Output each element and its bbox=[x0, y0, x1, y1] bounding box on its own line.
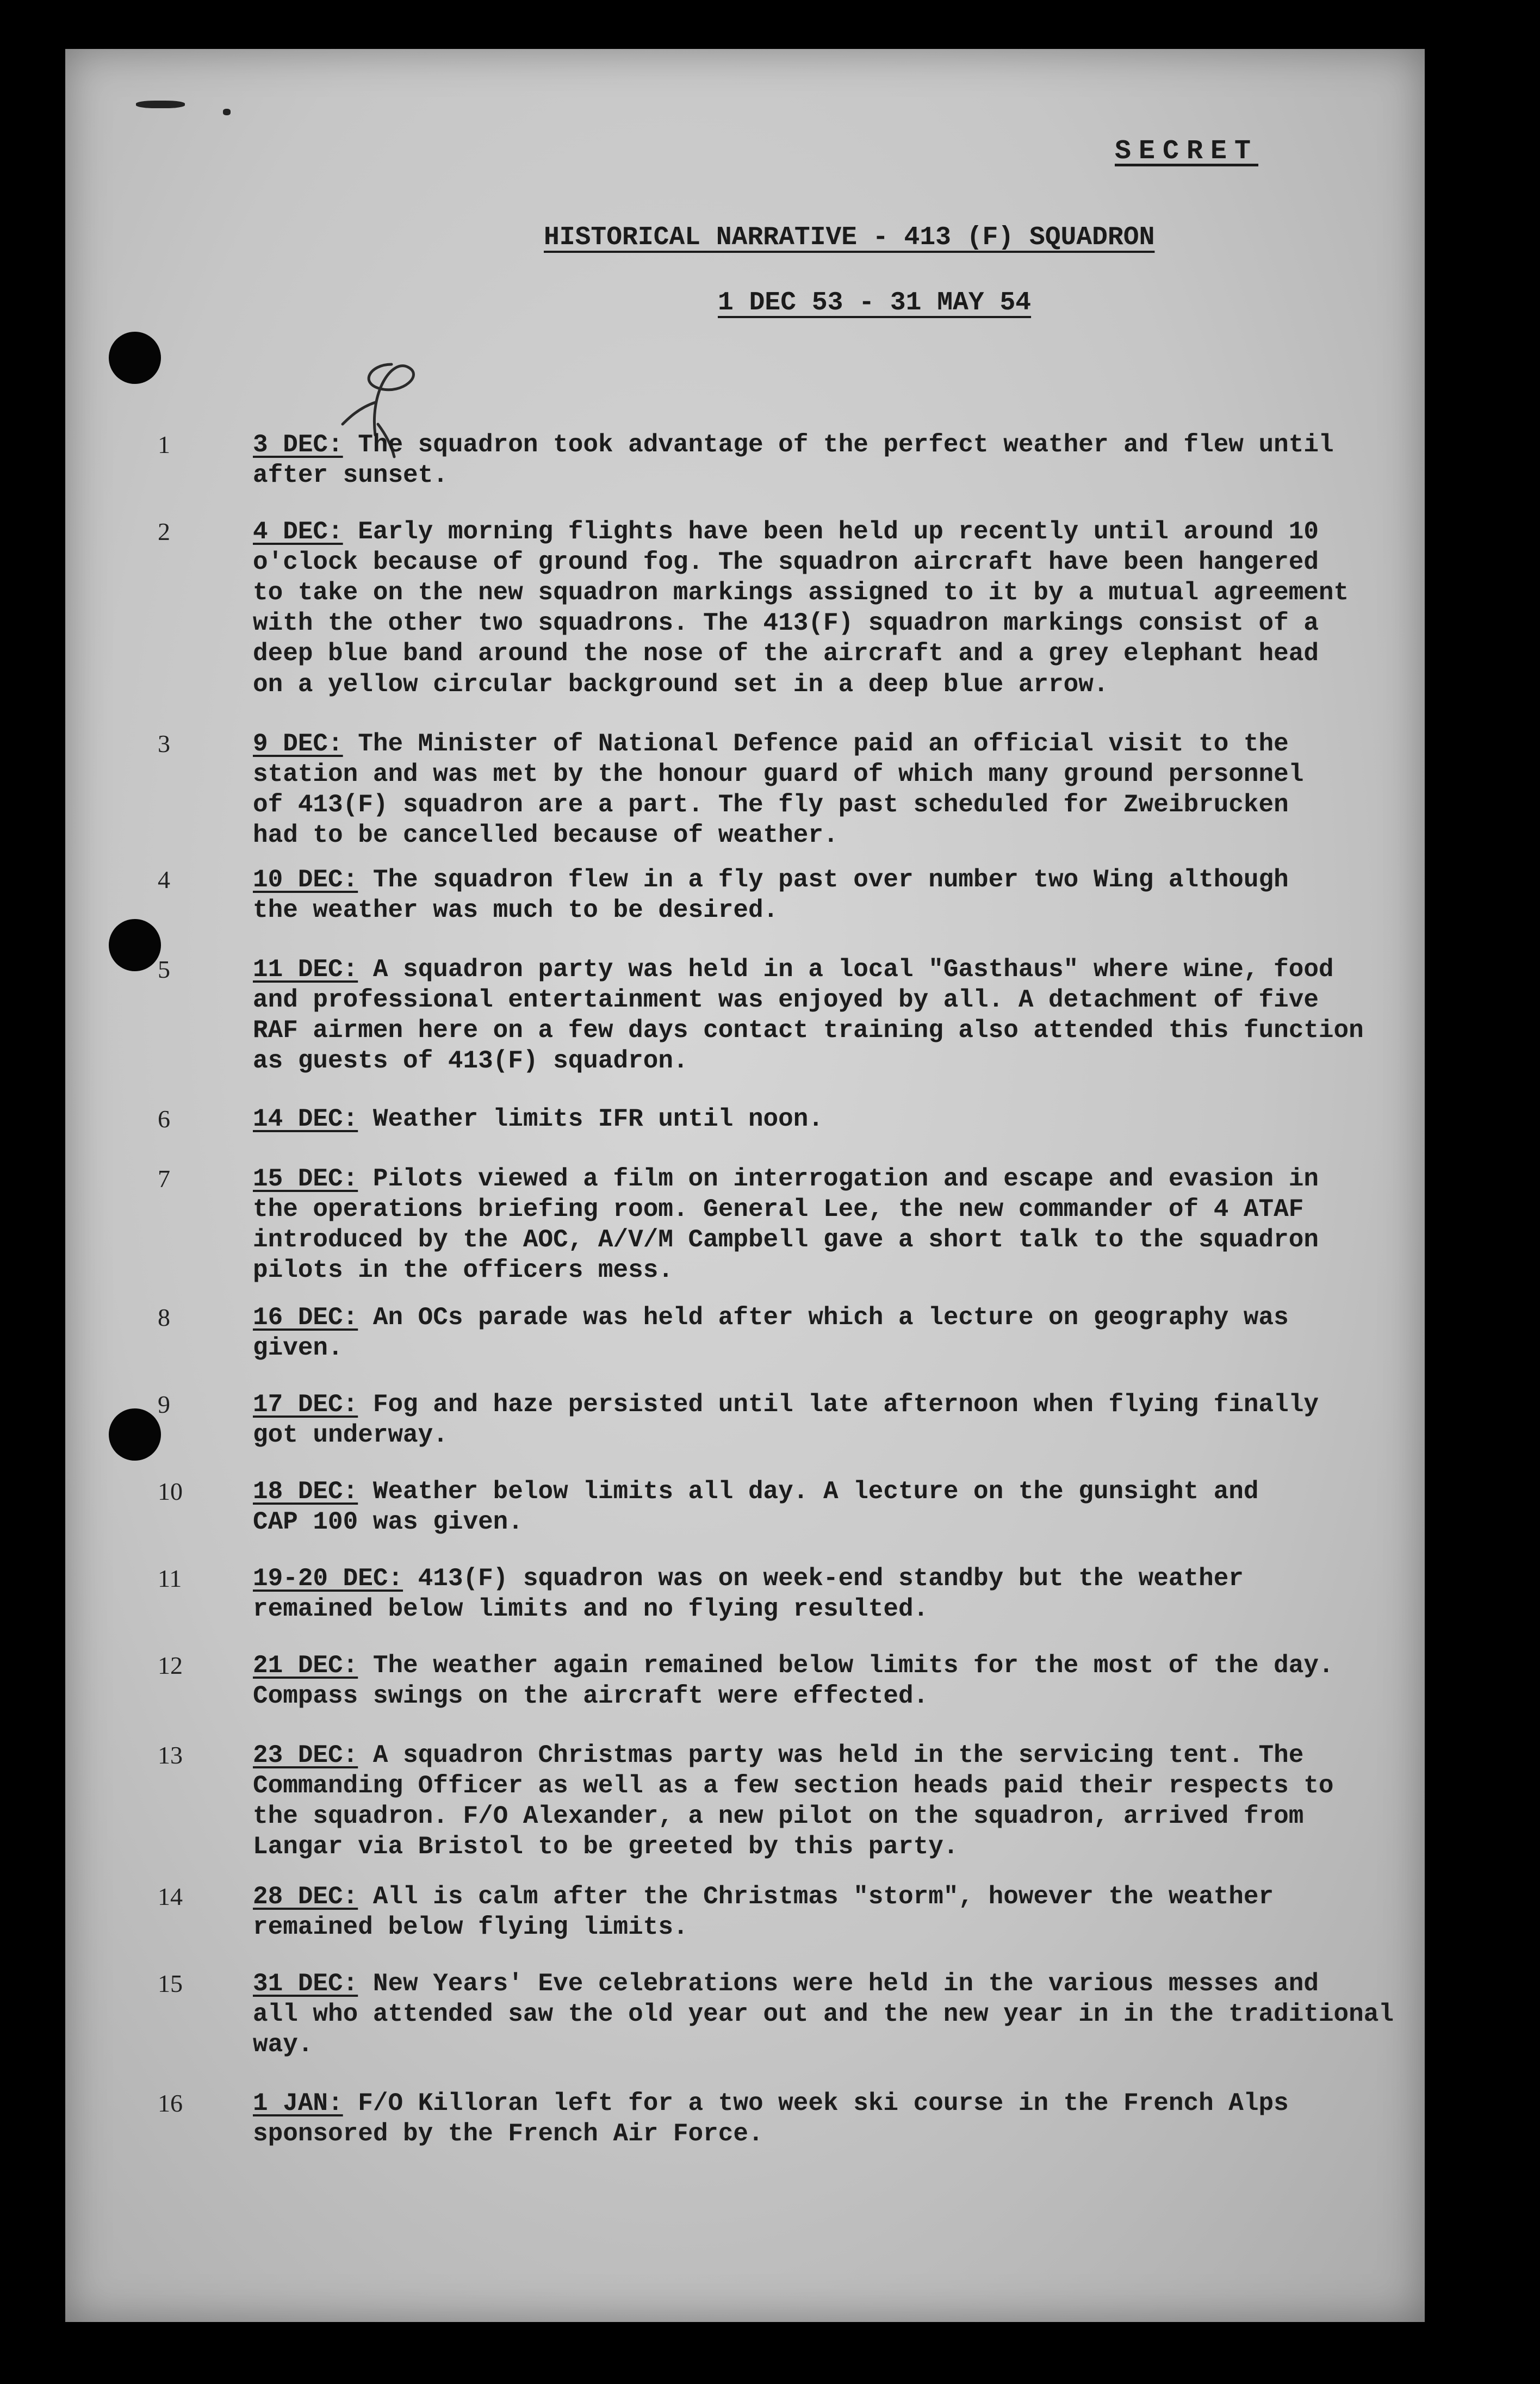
entry-date: 14 DEC: bbox=[253, 1105, 358, 1133]
entry-number: 5 bbox=[158, 955, 170, 983]
entry-text: A squadron Christmas party was held in the servicing tent. The Commanding Officer as well as a few section heads paid their respects to the squadron. F/O Alexander, a new pilot on the squadron, arrived from Langar via Bristol to be greeted by this party. bbox=[253, 1741, 1334, 1861]
ink-smudge bbox=[136, 101, 185, 108]
entry-text: Weather below limits all day. A lecture on the gunsight and CAP 100 was given. bbox=[253, 1477, 1259, 1537]
entry-number: 3 bbox=[158, 730, 170, 758]
entry-number: 8 bbox=[158, 1303, 170, 1331]
entry-number: 15 bbox=[158, 1970, 183, 1997]
entry-text: The Minister of National Defence paid an official visit to the station and was met by the honour guard of which many ground personnel of 413(F) squadron are a part. The fly past scheduled for Zweibrucken had to be cancelled because of weather. bbox=[253, 730, 1304, 850]
entry-text: Weather limits IFR until noon. bbox=[372, 1105, 823, 1133]
entry-date: 1 JAN: bbox=[253, 2089, 343, 2118]
entry-number: 4 bbox=[158, 866, 170, 893]
entry-number: 10 bbox=[158, 1477, 183, 1505]
entry-number: 9 bbox=[158, 1390, 170, 1418]
entry-date: 21 DEC: bbox=[253, 1652, 358, 1680]
entry-number: 1 bbox=[158, 431, 170, 458]
entry-text: F/O Killoran left for a two week ski course in the French Alps sponsored by the French Air Force. bbox=[253, 2089, 1289, 2149]
entry-number: 7 bbox=[158, 1165, 170, 1193]
punch-hole bbox=[109, 332, 161, 384]
entry-number: 2 bbox=[158, 518, 170, 545]
entry-date: 28 DEC: bbox=[253, 1883, 358, 1911]
entry-date: 31 DEC: bbox=[253, 1970, 358, 1998]
entry-date: 11 DEC: bbox=[253, 955, 358, 984]
entry-date: 19-20 DEC: bbox=[253, 1564, 403, 1593]
entry-text: An OCs parade was held after which a lecture on geography was given. bbox=[253, 1303, 1289, 1363]
entry-text: All is calm after the Christmas "storm", however the weather remained below flying limits. bbox=[253, 1883, 1274, 1942]
entry-text: Early morning flights have been held up recently until around 10 o'clock because of ground fog. The squadron aircraft have been hangered to take on the new squadron markings assigned to it by a mutual agreement with the other two squadrons. The 413(F) squadron markings consist of a deep blue band around the nose of the aircraft and a grey elephant head on a yellow circular background set in a deep blue arrow. bbox=[253, 518, 1349, 699]
entry-text: A squadron party was held in a local "Gasthaus" where wine, food and professional entertainment was enjoyed by all. A detachment of five RAF airmen here on a few days contact training also attended this function as guests of 413(F) squadron. bbox=[253, 955, 1364, 1076]
entry-number: 13 bbox=[158, 1741, 183, 1769]
entry-number: 6 bbox=[158, 1105, 170, 1133]
entry-number: 12 bbox=[158, 1652, 183, 1679]
entry-date: 4 DEC: bbox=[253, 518, 343, 546]
entry-text: Pilots viewed a film on interrogation and escape and evasion in the operations briefing room. General Lee, the new commander of 4 ATAF introduced by the AOC, A/V/M Campbell gave a short talk to the squadron pilots in the officers mess. bbox=[253, 1165, 1319, 1285]
entry-date: 15 DEC: bbox=[253, 1165, 358, 1193]
document-page bbox=[65, 49, 1425, 2322]
classification-label: SECRET bbox=[1115, 136, 1259, 167]
punch-hole bbox=[109, 919, 161, 971]
document-period: 1 DEC 53 - 31 MAY 54 bbox=[718, 288, 1032, 318]
document-title: HISTORICAL NARRATIVE - 413 (F) SQUADRON bbox=[544, 223, 1155, 252]
entry-text: 413(F) squadron was on week-end standby but the weather remained below limits and no flying resulted. bbox=[253, 1564, 1244, 1624]
entry-date: 3 DEC: bbox=[253, 431, 343, 459]
entry-date: 17 DEC: bbox=[253, 1390, 358, 1419]
entry-text: The squadron flew in a fly past over number two Wing although the weather was much to be desired. bbox=[253, 866, 1289, 925]
entry-number: 11 bbox=[158, 1564, 182, 1592]
entry-text: Fog and haze persisted until late afternoon when flying finally got underway. bbox=[253, 1390, 1319, 1450]
entry-date: 23 DEC: bbox=[253, 1741, 358, 1770]
entry-date: 18 DEC: bbox=[253, 1477, 358, 1506]
entry-number: 16 bbox=[158, 2089, 183, 2117]
entry-text: The weather again remained below limits for the most of the day. Compass swings on the aircraft were effected. bbox=[253, 1652, 1334, 1711]
punch-hole bbox=[109, 1408, 161, 1461]
entry-date: 10 DEC: bbox=[253, 866, 358, 894]
entry-date: 16 DEC: bbox=[253, 1303, 358, 1332]
entry-text: New Years' Eve celebrations were held in the various messes and all who attended saw the old year out and the new year in in the traditional way. bbox=[253, 1970, 1394, 2059]
entry-date: 9 DEC: bbox=[253, 730, 343, 758]
ink-smudge bbox=[223, 109, 231, 115]
entry-text: The squadron took advantage of the perfect weather and flew until after sunset. bbox=[253, 431, 1334, 490]
entry-number: 14 bbox=[158, 1883, 183, 1910]
